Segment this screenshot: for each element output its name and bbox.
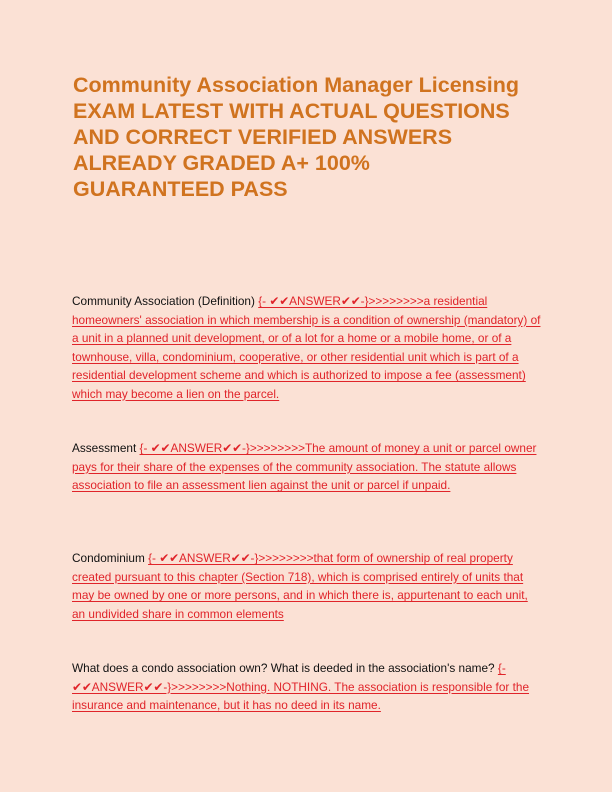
qa-item-condo-ownership <box>72 659 544 715</box>
qa-item-community-association <box>72 292 544 403</box>
answer-text: {- ✔✔ANSWER✔✔-}>>>>>>>>a residential homeowners' association in which membership is a condition of ownership (mandatory) of a unit in a planned unit development, or of a lot for a home or a mobile home, or of a townhouse, villa, condominium, cooperative, or other residential unit which is part of a residential development scheme and which is authorized to impose a fee (assessment) which may become a lien on the parcel. <box>72 294 541 401</box>
title-line: Community Association Manager Licensing <box>73 73 519 97</box>
document-title <box>73 72 553 202</box>
qa-item-condominium <box>72 549 544 623</box>
question-text: Assessment <box>72 441 137 455</box>
question-text: What does a condo association own? What is deeded in the association's name? <box>72 661 495 675</box>
answer-text: {- ✔✔ANSWER✔✔-}>>>>>>>>The amount of money a unit or parcel owner pays for their share of the expenses of the community association. The statute allows association to file an assessment lien against the unit or parcel if unpaid. <box>72 441 537 492</box>
qa-item-assessment <box>72 439 544 495</box>
answer-text: {- ✔✔ANSWER✔✔-}>>>>>>>>Nothing. NOTHING. The association is responsible for the insurance and maintenance, but it has no deed in its name. <box>72 661 530 712</box>
title-line: ALREADY GRADED A+ 100% <box>73 151 370 175</box>
title-line: AND CORRECT VERIFIED ANSWERS <box>73 125 453 149</box>
question-text: Condominium <box>72 551 145 565</box>
question-text: Community Association (Definition) <box>72 294 255 308</box>
title-line: GUARANTEED PASS <box>73 177 288 201</box>
answer-text: {- ✔✔ANSWER✔✔-}>>>>>>>>that form of ownership of real property created pursuant to this chapter (Section 718), which is comprised entirely of units that may be owned by one or more persons, and in which there is, appurtenant to each unit, an undivided share in common elements <box>72 551 528 621</box>
title-line: EXAM LATEST WITH ACTUAL QUESTIONS <box>73 99 510 123</box>
